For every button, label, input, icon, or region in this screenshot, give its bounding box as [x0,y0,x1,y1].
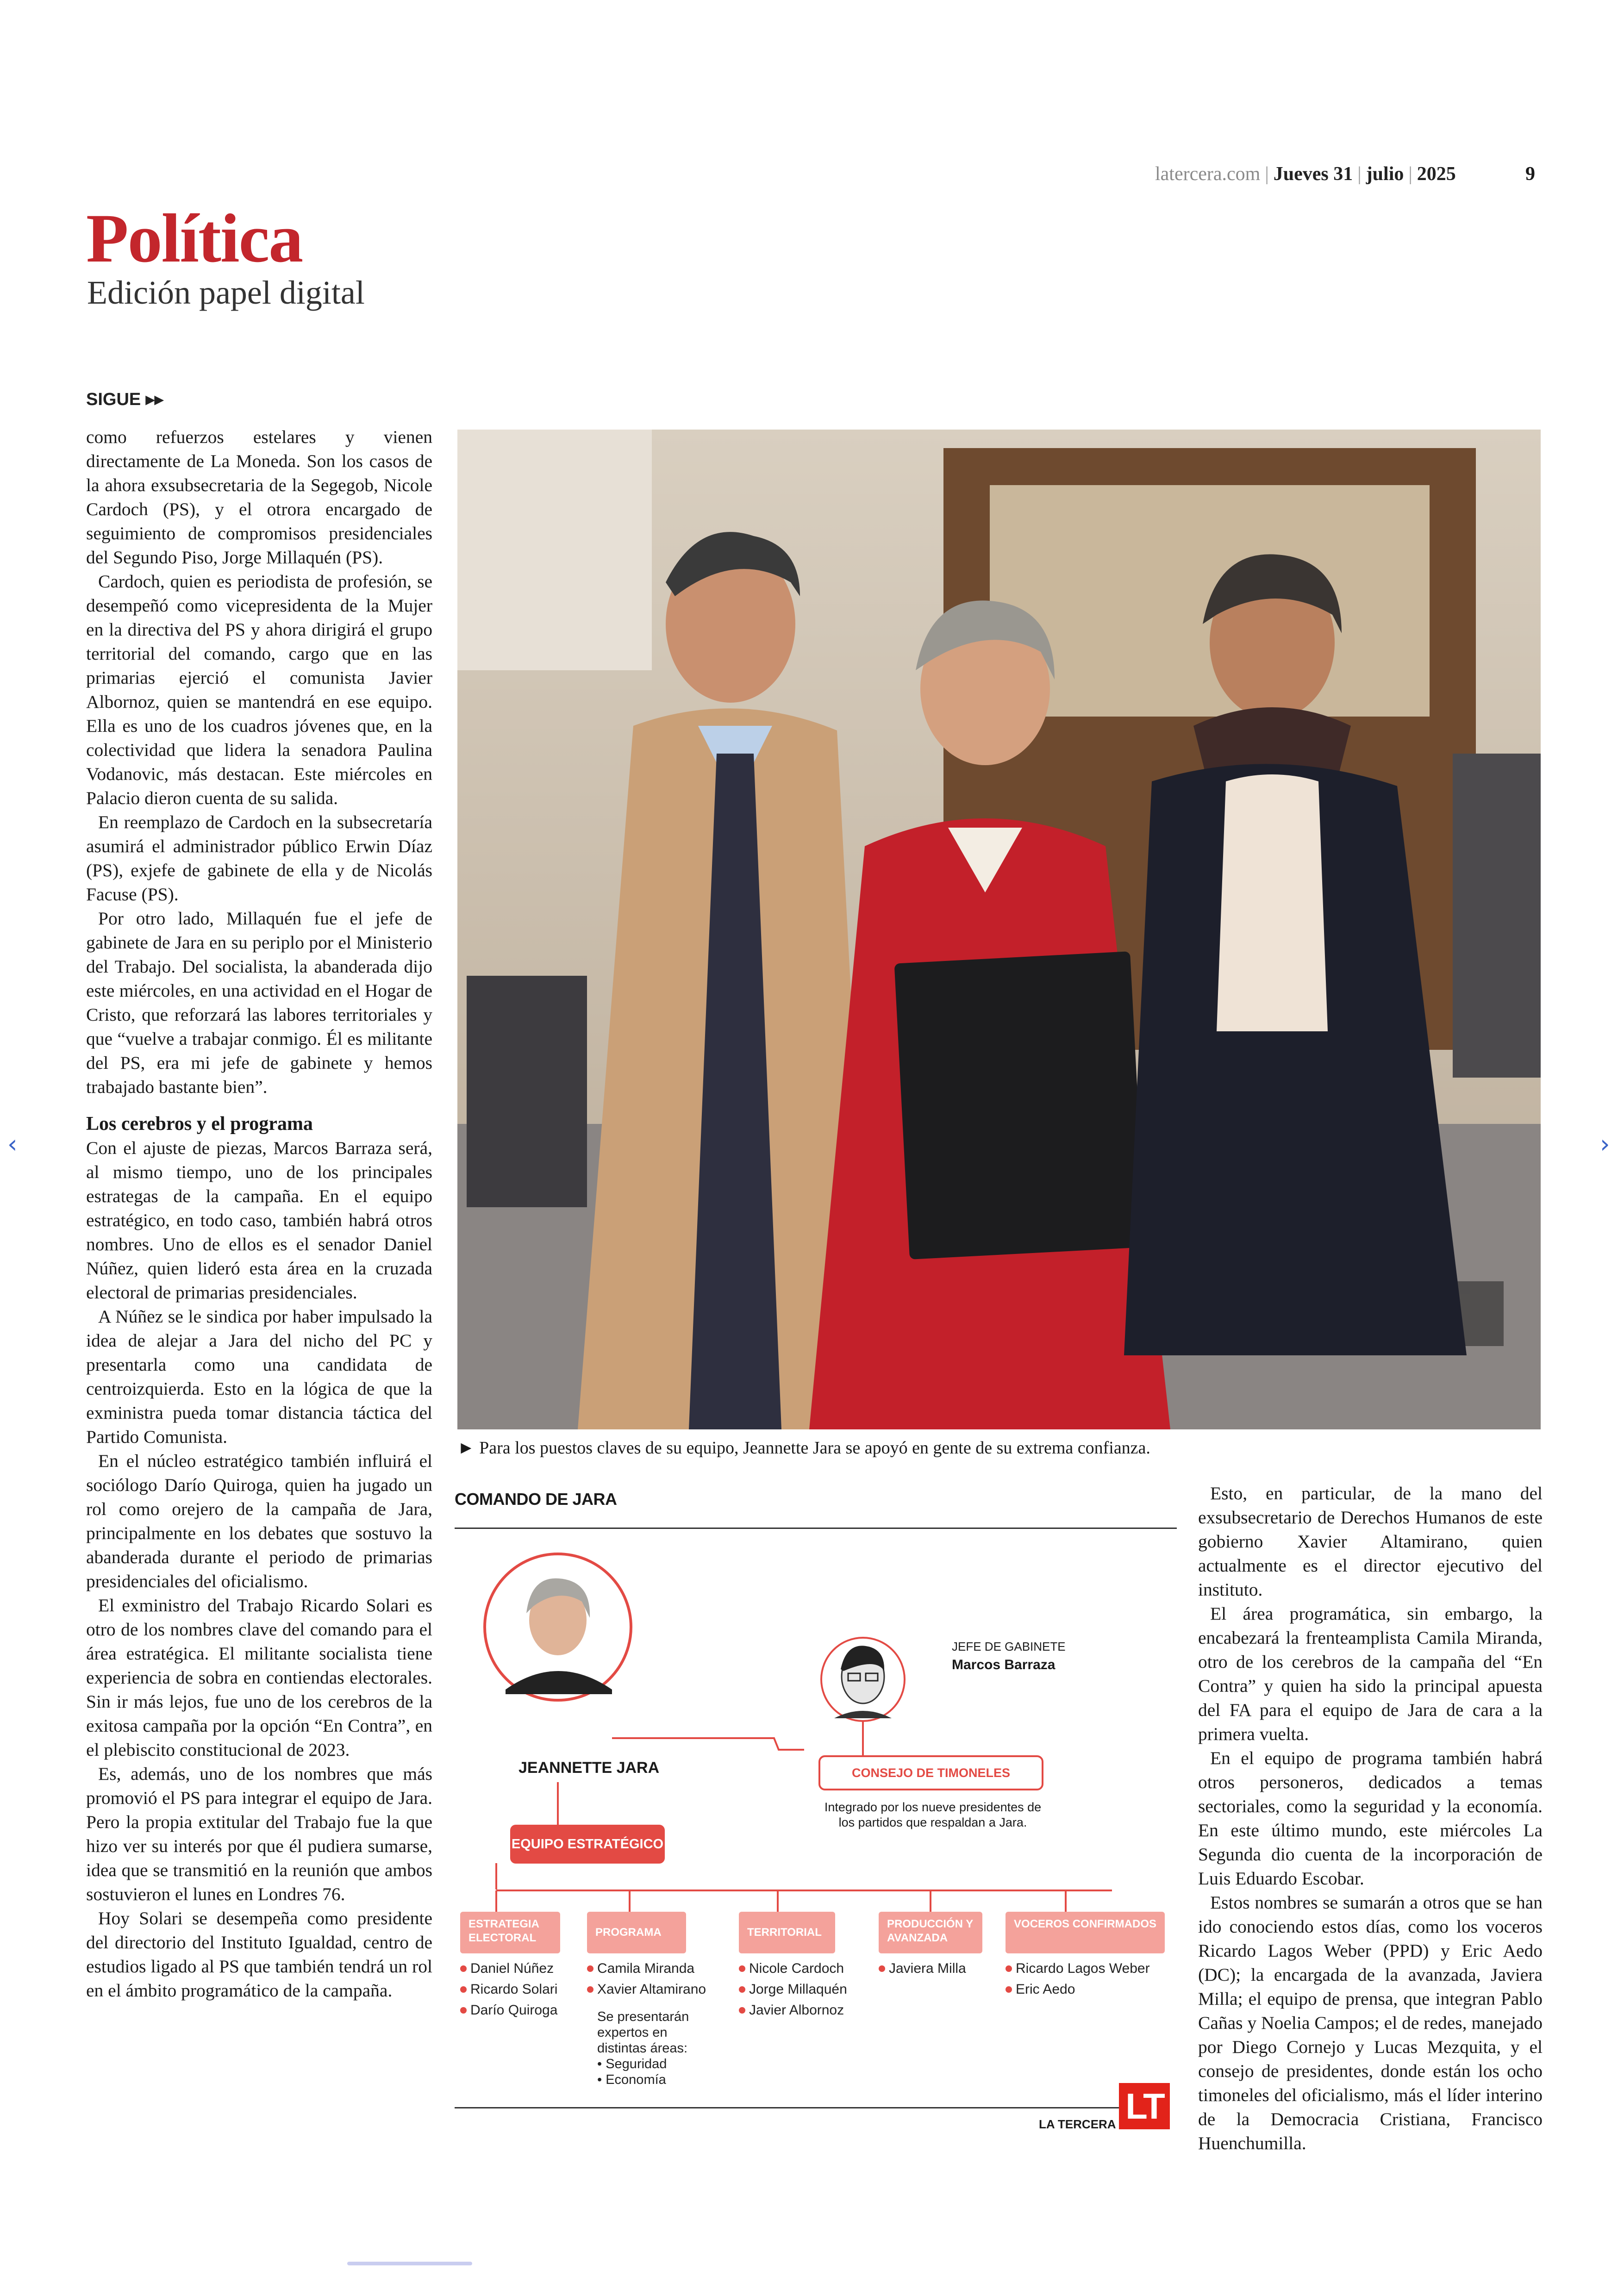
la-tercera-logo: LT [1119,2083,1170,2129]
article-paragraph: Estos nombres se sumarán a otros que se han ido conociendo estos días, como los voceros Ricardo Lagos Weber (PPD) y Eric Aedo (DC); la encargada de la avanzada, Javiera Milla; el equipo de prensa, que integran Pablo Cañas y Noelia Campos; el de redes, manejado por Diego Cornejo y Lucas Mezquita, y el consejo de presidentes, donde están los ocho timoneles del oficialismo, más el líder interino de la Democracia Cristiana, Francisco Huenchumilla. [1198,1892,1543,2153]
list-item: Javier Albornoz [739,2000,847,2021]
article-paragraph: En el núcleo estratégico también influirá el sociólogo Darío Quiroga, quien ha jugado un rol como orejero de la campaña de Jara, principalmente en los debates que sostuvo la abanderada durante el periodo de primarias presidenciales del oficialismo. [86,1451,432,1591]
photo-caption: ► Para los puestos claves de su equipo, Jeannette Jara se apoyó en gente de su extrema confianza. [457,1438,1150,1458]
article-paragraph: Hoy Solari se desempeña como presidente del directorio del Instituto Igualdad, centro de estudios ligado al PS que también tendrá un rol en el ámbito programático de la campaña. [86,1908,432,2001]
article-paragraph: Con el ajuste de piezas, Marcos Barraza será, al mismo tiempo, uno de los principales estrategas de la campaña. En el equipo estratégico, en todo caso, también habrá otros nombres. Uno de ellos es el senador Daniel Núñez, quien lideró esta área en la cruzada electoral de primarias presidenciales. [86,1138,432,1303]
continues-label: SIGUE ▸▸ [86,390,163,409]
list-item: Daniel Núñez [460,1958,557,1979]
council-note: Integrado por los nueve presidentes de los partidos que respaldan a Jara. [824,1800,1042,1829]
list-item: Javiera Milla [879,1958,966,1979]
chief-portrait [824,1640,902,1718]
article-paragraph: El exministro del Trabajo Ricardo Solari es otro de los nombres clave del comando para el área estratégica. El militante socialista tiene experiencia de sobra en contiendas electorales. Sin ir más lejos, fue uno de los cerebros de la exitosa campaña por la opción “En Contra”, en el plebiscito constitucional de 2023. [86,1595,432,1760]
group-label-territorial: TERRITORIAL [739,1912,835,1953]
photo-illustration [457,430,1541,1429]
site-name: latercera.com [1155,163,1261,185]
masthead: latercera.com | Jueves 31 | julio | 2025 [1155,163,1456,185]
list-item: Darío Quiroga [460,2000,557,2021]
article-paragraph: En reemplazo de Cardoch en la subsecretaría asumirá el administrador público Erwin Díaz (PS), exjefe de gabinete de ella y de Nicolás Facuse (PS). [86,812,432,904]
article-paragraph: El área programática, sin embargo, la encabezará la frenteamplista Camila Miranda, otro de los cerebros de la campaña del “En Contra” y quien ha sido la principal apuesta del FA para el equipo de Jara de cara a la primera vuelta. [1198,1603,1543,1744]
divider [455,2107,1126,2108]
programa-note [597,2009,708,2088]
article-column-left [86,425,432,2002]
article-paragraph: Por otro lado, Millaquén fue el jefe de gabinete de Jara en su periplo por el Ministerio del Trabajo. Del socialista, la abanderada dijo este miércoles, en una actividad en el Hogar de Cristo, que reforzará las labores territoriales y que “vuelve a trabajar conmigo. Él es militante del PS, era mi jefe de gabinete y hemos trabajado bastante bien”. [86,908,432,1097]
group-members-produccion [879,1958,966,1979]
article-paragraph: Es, además, uno de los nombres que más promovió el PS para integrar el equipo de Jara. Pero la propia extitular del Trabajo fue la que hizo ver su interés por que él pudiera sumarse, idea que se transmitió en la reunión que ambos sostuvieron el lunes en Londres 76. [86,1764,432,1904]
chief-role: JEFE DE GABINETE [952,1640,1066,1653]
group-label-produccion: PRODUCCIÓN Y AVANZADA [879,1912,982,1953]
page-progress-indicator [347,2262,472,2265]
group-members-programa [587,1958,706,2000]
group-label-programa: PROGRAMA [587,1912,686,1953]
chevron-left-icon[interactable]: ‹ [7,1129,18,1159]
infographic-title: COMANDO DE JARA [455,1490,617,1509]
article-paragraph: como refuerzos estelares y vienen directamente de La Moneda. Son los casos de la ahora exsubsecretaria de la Segegob, Nicole Cardoch (PS), y el otrora encargado de seguimiento de compromisos presidenciales del Segundo Piso, Jorge Millaquén (PS). [86,427,432,568]
programa-note-text: Se presentarán expertos en distintas áreas: [597,2009,689,2056]
article-column-right [1198,1481,1543,2155]
group-members-voceros [1006,1958,1150,2000]
article-paragraph: A Núñez se le sindica por haber impulsado la idea de alejar a Jara del nicho del PC y presentarla como una candidata de centroizquierda. Esto en la lógica de que la exministra pueda tomar distancia táctica del Partido Comunista. [86,1306,432,1447]
page-number: 9 [1525,163,1535,185]
article-photo [457,430,1541,1429]
group-members-estrategia [460,1958,557,2021]
article-paragraph: En el equipo de programa también habrá otros personeros, dedicados a temas sectoriales, como la seguridad y la economía. En este último mundo, este miércoles La Segunda dio cuenta de la incorporación de Luis Eduardo Escobar. [1198,1748,1543,1889]
programa-area: • Seguridad [597,2057,667,2071]
list-item: Ricardo Solari [460,1979,557,2000]
list-item: Nicole Cardoch [739,1958,847,1979]
chief-name: Marcos Barraza [952,1657,1056,1672]
leader-portrait [488,1558,627,1696]
list-item: Eric Aedo [1006,1979,1150,2000]
section-subtitle: Edición papel digital [87,274,365,311]
programa-area: • Economía [597,2072,666,2087]
date-day: Jueves 31 [1273,163,1353,185]
source-label: LA TERCERA [1039,2117,1116,2131]
article-paragraph: Cardoch, quien es periodista de profesión, se desempeñó como vicepresidenta de la Mujer en la directiva del PS y ahora dirigirá el grupo territorial del comando, cargo que en las primarias ejerció el comunista Javier Albornoz, quien se mantendrá en ese equipo. Ella es uno de los cuadros jóvenes que, en la colectividad que lidera la senadora Paulina Vodanovic, más destacan. Este miércoles en Palacio dieron cuenta de su salida. [86,571,432,808]
list-item: Camila Miranda [587,1958,706,1979]
group-label-voceros: VOCEROS CONFIRMADOS [1006,1912,1165,1953]
date-month: julio [1366,163,1404,185]
group-members-territorial [739,1958,847,2021]
council-box [818,1755,1043,1790]
list-item: Ricardo Lagos Weber [1006,1958,1150,1979]
group-label-estrategia: ESTRATEGIA ELECTORAL [460,1912,560,1953]
divider [455,1528,1177,1529]
list-item: Jorge Millaquén [739,1979,847,2000]
section-title: Política [86,200,303,277]
team-label: EQUIPO ESTRATÉGICO [510,1825,665,1864]
article-paragraph: Esto, en particular, de la mano del exsubsecretario de Derechos Humanos de este gobierno Xavier Altamirano, quien actualmente es el director ejecutivo del instituto. [1198,1483,1543,1600]
article-subhead: Los cerebros y el programa [86,1113,313,1135]
leader-name: JEANNETTE JARA [518,1759,660,1777]
council-label: CONSEJO DE TIMONELES [851,1766,1011,1780]
list-item: Xavier Altamirano [587,1979,706,2000]
chevron-right-icon[interactable]: › [1600,1129,1610,1159]
date-year: 2025 [1417,163,1456,185]
